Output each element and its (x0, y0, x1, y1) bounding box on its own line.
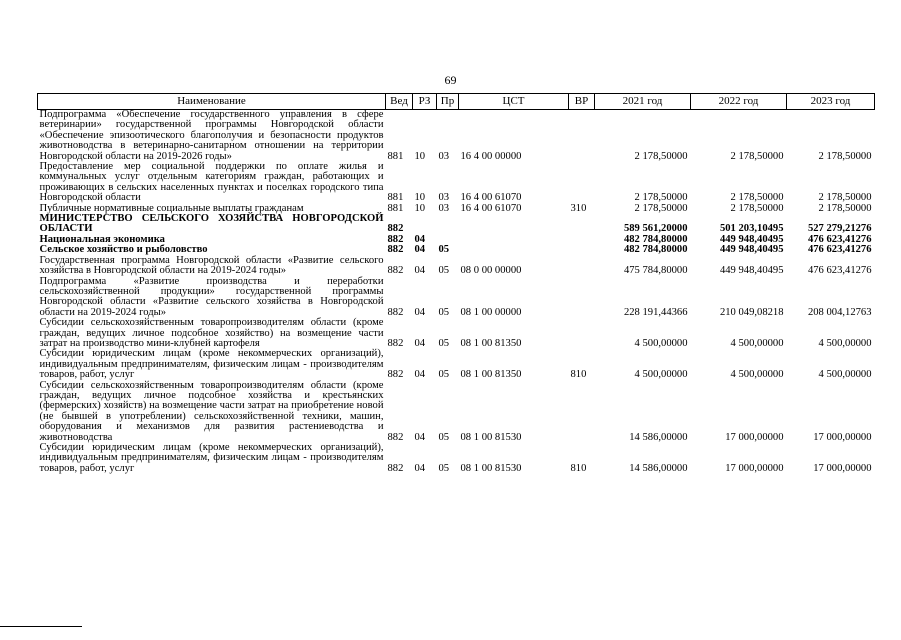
cell-ved: 882 (387, 265, 404, 277)
cell-rz: 04 (414, 265, 426, 277)
cell-vr: 810 (570, 369, 587, 381)
table-row (38, 256, 875, 277)
cell-pr: 05 (438, 462, 450, 474)
cell-ved: 882 (387, 233, 404, 245)
cell-2022: 17 000,00000 (725, 462, 784, 474)
cell-cst: 16 4 00 61070 (460, 192, 522, 204)
cell-2021: 4 500,00000 (634, 337, 688, 349)
cell-vr (569, 110, 595, 163)
cell-rz: 10 (414, 150, 426, 162)
cell-name: Предоставление мер социальной поддержки по оплате жилья и коммунальных услуг отдельным категориям граждан, работающих и проживающих в сельских населенных пунктах и поселках городского типа Новгородской области (39, 161, 384, 204)
cell-2021: 589 561,20000 (623, 223, 688, 235)
table-row (38, 443, 875, 474)
cell-rz (413, 214, 437, 235)
footer-rule (0, 626, 82, 627)
cell-ved: 882 (387, 431, 404, 443)
header-row (38, 94, 875, 110)
cell-name: Сельское хозяйство и рыболовство (39, 244, 208, 256)
cell-cst: 08 1 00 81530 (460, 462, 522, 474)
cell-2022: 210 049,08218 (719, 306, 784, 318)
cell-rz: 10 (414, 202, 426, 214)
cell-cst: 08 0 00 00000 (460, 265, 522, 277)
cell-2021: 475 784,80000 (623, 265, 688, 277)
cell-2022: 2 178,50000 (730, 202, 784, 214)
cell-2023: 2 178,50000 (818, 150, 872, 162)
cell-2022: 2 178,50000 (730, 150, 784, 162)
cell-2021: 2 178,50000 (634, 202, 688, 214)
cell-2021: 14 586,00000 (629, 431, 688, 443)
table-row (38, 277, 875, 319)
table-row (38, 214, 875, 235)
table-row (38, 162, 875, 204)
cell-ved: 881 (387, 192, 404, 204)
header-cst: ЦСТ (459, 94, 569, 110)
cell-vr: 310 (570, 202, 587, 214)
cell-cst: 08 1 00 81530 (460, 431, 522, 443)
cell-rz: 04 (414, 369, 426, 381)
cell-pr (437, 214, 459, 235)
cell-vr (569, 214, 595, 235)
cell-rz: 04 (414, 462, 426, 474)
cell-name: Субсидии сельскохозяйственным товаропроизводителям области (кроме граждан, ведущих личное подсобное хозяйства и крестьянских (фермерских) хозяйств) на возмещение части затрат на приобретение новой (не бывшей в употреблении) сельскохозяйственной техники, машин, оборудования и механизмов для развития растениеводства и животноводства (39, 379, 384, 443)
cell-cst: 08 1 00 81350 (460, 369, 522, 381)
cell-cst (459, 235, 569, 245)
table-row (38, 318, 875, 349)
budget-table (37, 93, 875, 474)
cell-name: Подпрограмма «Развитие производства и переработки сельскохозяйственной продукции» государственной программы Новгородской области «Развитие сельского хозяйства в Новгородской области на 2019-2024 годы» (39, 275, 384, 318)
header-name: Наименование (38, 94, 386, 110)
cell-2022: 449 948,40495 (719, 233, 784, 245)
cell-rz: 04 (414, 244, 426, 256)
cell-ved: 882 (387, 369, 404, 381)
cell-cst: 16 4 00 61070 (460, 202, 522, 214)
cell-rz: 10 (414, 192, 426, 204)
cell-name: Подпрограмма «Обеспечение государственного управления в сфере ветеринарии» государственной программы Новгородской области «Обеспечение эпизоотического благополучия и безопасности продуктов животноводства в ветеринарно-санитарном отношении на территории Новгородской области на 2019-2026 годы» (39, 109, 384, 162)
cell-2023: 17 000,00000 (813, 431, 872, 443)
cell-2021: 482 784,80000 (623, 244, 688, 256)
cell-ved: 882 (387, 223, 404, 235)
header-2023: 2023 год (787, 94, 875, 110)
cell-2023: 2 178,50000 (818, 192, 872, 204)
cell-vr: 810 (570, 462, 587, 474)
cell-2022: 17 000,00000 (725, 431, 784, 443)
cell-2022: 4 500,00000 (730, 369, 784, 381)
cell-pr: 03 (438, 202, 450, 214)
cell-pr: 05 (438, 369, 450, 381)
cell-name: Публичные нормативные социальные выплаты гражданам (39, 202, 304, 214)
cell-name: Субсидии сельскохозяйственным товаропроизводителям области (кроме граждан, ведущих личное подсобное хозяйство) на возмещение части затрат на производство мини-клубней картофеля (39, 317, 384, 349)
cell-2022: 501 203,10495 (719, 223, 784, 235)
cell-vr (569, 381, 595, 443)
cell-rz: 04 (414, 337, 426, 349)
table-row (38, 110, 875, 163)
cell-ved: 881 (387, 202, 404, 214)
cell-pr: 05 (438, 431, 450, 443)
cell-2021: 482 784,80000 (623, 233, 688, 245)
cell-2023: 4 500,00000 (818, 337, 872, 349)
cell-pr: 05 (438, 265, 450, 277)
cell-vr (569, 256, 595, 277)
cell-ved: 882 (387, 462, 404, 474)
cell-pr: 03 (438, 150, 450, 162)
cell-2022: 449 948,40495 (719, 244, 784, 256)
table-row (38, 381, 875, 443)
cell-rz: 04 (414, 306, 426, 318)
table-row (38, 349, 875, 380)
cell-2021: 228 191,44366 (623, 306, 688, 318)
table-body (38, 110, 875, 475)
cell-2023: 17 000,00000 (813, 462, 872, 474)
header-2022: 2022 год (691, 94, 787, 110)
cell-ved: 882 (387, 244, 404, 256)
header-vr: ВР (569, 94, 595, 110)
cell-pr: 03 (438, 192, 450, 204)
header-ved: Вед (386, 94, 413, 110)
cell-2023: 476 623,41276 (807, 265, 872, 277)
cell-name: МИНИСТЕРСТВО СЕЛЬСКОГО ХОЗЯЙСТВА НОВГОРОДСКОЙ ОБЛАСТИ (39, 213, 384, 235)
cell-vr (569, 235, 595, 245)
cell-2023: 4 500,00000 (818, 369, 872, 381)
cell-rz: 04 (414, 233, 426, 245)
cell-2023: 2 178,50000 (818, 202, 872, 214)
cell-2022: 449 948,40495 (719, 265, 784, 277)
cell-2021: 2 178,50000 (634, 192, 688, 204)
cell-cst: 16 4 00 00000 (460, 150, 522, 162)
cell-ved: 882 (387, 337, 404, 349)
cell-cst (459, 245, 569, 255)
cell-cst: 08 1 00 81350 (460, 337, 522, 349)
cell-name: Субсидии юридическим лицам (кроме некоммерческих организаций), индивидуальным предпринимателям, физическим лицам - производителям товаров, работ, услуг (39, 348, 384, 381)
header-2021: 2021 год (595, 94, 691, 110)
table-header (38, 94, 875, 110)
cell-cst: 08 1 00 00000 (460, 306, 522, 318)
cell-vr (569, 245, 595, 255)
cell-name: Государственная программа Новгородской области «Развитие сельского хозяйства в Новгородской области на 2019-2024 годы» (39, 254, 384, 277)
cell-vr (569, 162, 595, 204)
cell-2021: 4 500,00000 (634, 369, 688, 381)
cell-ved: 881 (387, 150, 404, 162)
header-rz: РЗ (413, 94, 437, 110)
cell-2022: 2 178,50000 (730, 192, 784, 204)
cell-ved: 882 (387, 306, 404, 318)
cell-2023: 208 004,12763 (807, 306, 872, 318)
cell-2023: 476 623,41276 (807, 244, 872, 256)
cell-2023: 476 623,41276 (807, 233, 872, 245)
cell-name: Национальная экономика (39, 233, 165, 245)
page-number: 69 (444, 73, 457, 87)
cell-2023: 527 279,21276 (807, 223, 872, 235)
cell-name: Субсидии юридическим лицам (кроме некоммерческих организаций), индивидуальным предпринимателям, физическим лицам - производителям товаров, работ, услуг (39, 442, 384, 474)
cell-rz: 04 (414, 431, 426, 443)
cell-pr: 05 (438, 244, 450, 256)
cell-2021: 2 178,50000 (634, 150, 688, 162)
cell-2021: 14 586,00000 (629, 462, 688, 474)
header-pr: Пр (437, 94, 459, 110)
cell-vr (569, 318, 595, 349)
cell-pr: 05 (438, 306, 450, 318)
cell-pr: 05 (438, 337, 450, 349)
cell-cst (459, 214, 569, 235)
cell-vr (569, 277, 595, 319)
cell-2022: 4 500,00000 (730, 337, 784, 349)
